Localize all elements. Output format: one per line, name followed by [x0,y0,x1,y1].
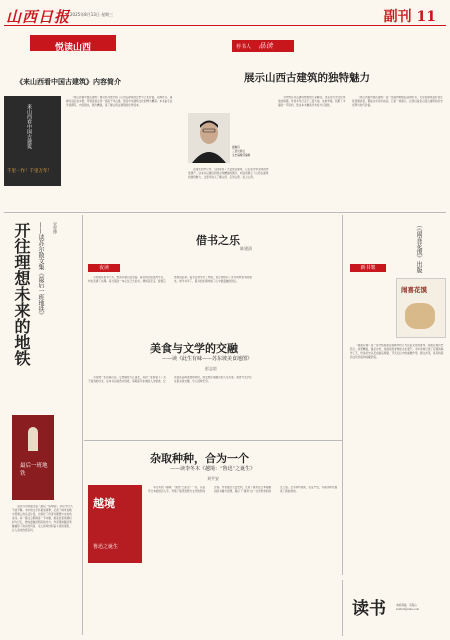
page-number: 副刊 11 [383,9,436,25]
left-column-rule [82,215,83,635]
cover-title: 来山西看中国古建筑 [26,104,32,149]
top-section-rule [4,212,446,213]
bottom-article-cover [88,485,142,563]
night-read-label: 夜读 [98,265,109,271]
food-article-text: 苏东坡一生宦海沉浮，足迹遍布大江南北，每到一处都留下了关于美食的诗文。这本书以美食为线索，串联起苏东坡的人生轨迹，让读者在品味美食的同时，感受他乐观豁达的人生态度。美食与文学在这里完美交融，令人回味无穷。 [88,376,252,383]
vertical-article-body-2 [60,222,80,412]
caption-org: 三晋出版社 [232,150,245,153]
new-book-cover [396,278,446,338]
recommender-text-3: 《来山西看中国古建筑》是一部值得细细品读的好书，无论是建筑爱好者还是普通读者，都能从中有所收获。它是一扇窗口，让我们看见山西古建筑的历史光辉与时代价值。 [352,96,443,107]
bottom-section-rule [84,440,342,441]
cover-small-title: 鲁迅之诞生 [93,544,119,550]
masthead-logo: 山西日报 [6,8,71,26]
cover-figure [28,427,38,451]
vertical-article-subtitle: ——读苏尔散文集《最后一班地铁》 [37,222,44,318]
food-article-title: 美食与文学的交融 [150,342,238,355]
new-book-publisher: （《闹喜花馍》出版 [415,222,422,273]
issue-date: 2025年8月13日 星期三 [70,12,114,17]
borrow-title: 借书之乐 [196,234,240,247]
recommender-badge [232,40,294,52]
new-book-body [350,344,444,574]
middle-column-rule [342,215,343,575]
caption-name: 谢琳丹 [232,146,240,149]
section-tag-label: 悦读山西 [54,43,91,53]
food-article-author: 彭志宸 [205,366,217,371]
borrow-author: 陈建清 [240,246,252,251]
recommender-photo [188,113,230,163]
vertical-article-cover [12,415,54,500]
portrait-image [188,113,230,163]
caption-role: 文史编辑部编辑 [232,154,251,157]
book-intro-cover [4,96,61,186]
vertical-article-title: 开往理想未来的地铁 [12,222,31,366]
bottom-article-body [148,486,338,636]
new-book-cover-art [405,303,435,329]
recommender-text-2: 书中既有对古建筑结构的专业解读，也有对历史文化背景的梳理。作者多年行走于三晋大地，实地考察，积累了丰富的一手资料，使这本书兼具学术性与可读性。 [278,96,346,107]
cover-title-text: 最后一班地铁 [20,463,48,477]
borrow-body [88,276,338,344]
food-article-body [88,376,338,438]
editor-line: 本版责编：宋海山 [396,604,417,607]
footer-mark: 读书 [352,599,386,619]
book-intro-text: 《来山西看中国古建筑》图文并茂地介绍了山西古建筑的历史与艺术价值，从佛光寺、南禅寺到应县木塔，带领读者走进一座座千年古建，感受中华建筑文化的博大精深。本书由专业学者撰写，内容翔实，图片精美，是了解山西古建筑的优秀读本。 [66,96,173,107]
vertical-article-text: 读完苏尔的散文集《最后一班地铁》，我心中久久不能平静。书中的文字朴素而真挚，记录了城市夜晚中普通人的生活片段，也寄托了作者对理想与未来的追寻。每一篇文章都像是一节车厢，载着读者穿越时间与记忆，驶向温暖而明亮的远方。作者用细腻的笔触描绘了故乡的风景、亲人的牵挂和奋斗者的身影，让人读来倍感亲切。 [12,505,73,532]
bottom-article-title: 杂取种种，合为一个 [150,452,249,465]
recommender-label2: 品读 [258,42,273,50]
footer-editor [396,604,446,612]
book-intro-body [66,96,174,200]
recommender-headline: 展示山西古建筑的独特魅力 [244,72,370,84]
night-read-tag [88,264,120,272]
vertical-article-author: 宋智博 [53,222,58,234]
bottom-article-subtitle: ——读李冬木《越境：“鲁迅”之诞生》 [170,466,256,472]
borrow-text: 小时候家里书不多，想读书就只能去借。借书的过程虽然辛苦，却也充满了乐趣。每当借到一本心仪已久的书，便如获至宝，废寝忘食地读起来。借书让我学会了珍惜，也让我结识了许多同样爱书的朋友。如今书多了，借书的乐趣却成了心中最温暖的回忆。 [88,276,252,283]
cover-big-title: 越境 [93,497,115,510]
recommender-label: 荐书人 [236,44,252,50]
new-books-tag [350,264,386,272]
bottom-article-text: 李冬木的《越境：“鲁迅”之诞生》一书，从留学日本的经历入手，考察了鲁迅思想与文学的形成过程。作者通过大量史料，还原了鲁迅在日本接触到的书籍与思想，揭示了“鲁迅”这一文学形象的诞生之谜。全书资料翔实，论证严密，为鲁迅研究提供了新的视角。 [148,486,338,493]
vertical-article-body [12,505,74,635]
footer-rule [342,580,343,636]
new-books-label: 新书架 [360,265,376,271]
header-rule [4,25,446,26]
cover-subtitle: 千里一作！千里万年！ [7,169,52,174]
new-book-cover-title: 闹喜花馍 [401,286,427,294]
recommender-col-3 [352,96,444,208]
new-book-text: 《闹喜花馍》是一部介绍闻喜花馍制作技艺与民俗文化的著作。闻喜花馍历史悠久，造型精美，寓意吉祥，是国家级非物质文化遗产。书中详细记录了花馍的制作工艺、传承历史以及在婚丧嫁娶、节庆礼仪中的重要作用，图文并茂，具有较高的文化价值和收藏价值。 [350,344,444,359]
book-intro-title: 《来山西看中国古建筑》内容简介 [16,77,121,86]
recommender-col-2 [278,96,348,208]
recommender-caption [232,146,272,158]
recommender-col-1 [188,168,270,208]
bottom-article-author: 刘平安 [207,476,219,481]
recommender-text-1: 在漫长的岁月中，山西保存了大量的古建筑，它们是中华文明的珍贵遗产。这本书以通俗的语言和精美的图片，向读者展示了山西古建筑的独特魅力，让更多的人了解山西、走进山西、爱上山西。 [188,168,269,179]
editor-email: sxdbdt@sina.com [396,608,420,611]
food-article-subtitle: ——读《此生有味——苏东坡美食地图》 [162,356,253,362]
section-tag [30,35,116,51]
